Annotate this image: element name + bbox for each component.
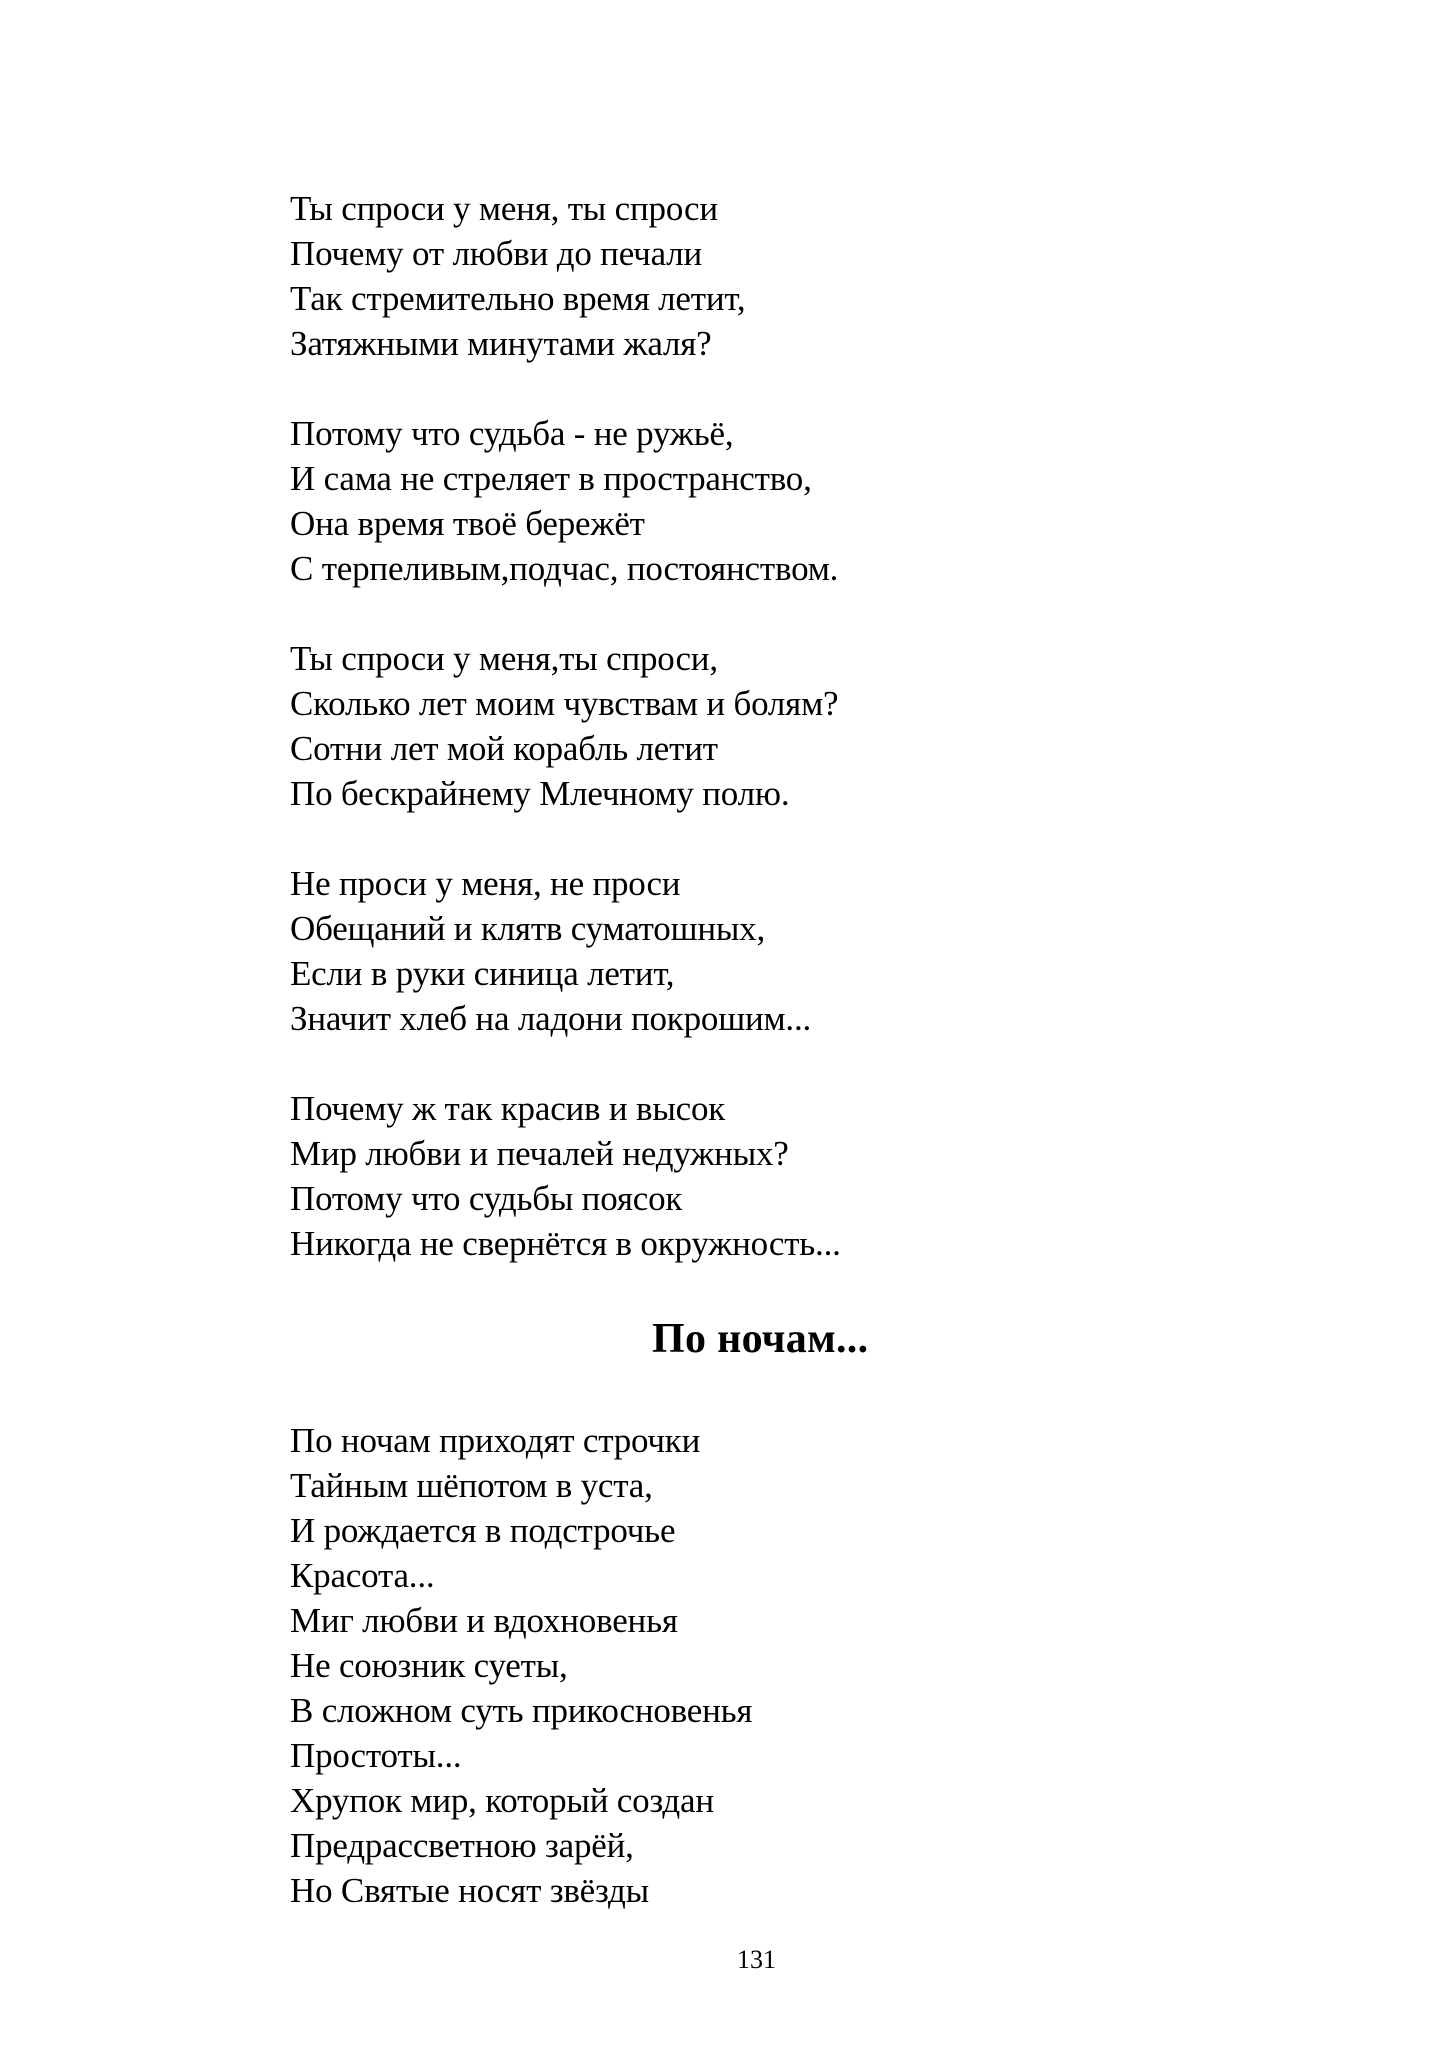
stanza-1 (290, 186, 1190, 366)
stanza-5 (290, 1086, 1190, 1266)
poem-line: Не союзник суеты, (290, 1646, 568, 1685)
poem-line: По бескрайнему Млечному полю. (290, 774, 790, 813)
poem-line: Обещаний и клятв суматошных, (290, 909, 766, 948)
poem-line: Почему от любви до печали (290, 234, 703, 273)
poem-line: Предрассветною зарёй, (290, 1826, 634, 1865)
poem-line: Но Святые носят звёзды (290, 1871, 649, 1910)
poem-line: Потому что судьбы поясок (290, 1179, 683, 1218)
poem-line: Никогда не свернётся в окружность... (290, 1224, 841, 1263)
poem-line: По ночам приходят строчки (290, 1421, 701, 1460)
poem-line: Сотни лет мой корабль летит (290, 729, 718, 768)
poem-line: Ты спроси у меня, ты спроси (290, 189, 718, 228)
poem-line: Почему ж так красив и высок (290, 1089, 726, 1128)
poem-ty-sprosi (290, 186, 1190, 1311)
poem-line: Ты спроси у меня,ты спроси, (290, 639, 718, 678)
poem-line: И рождается в подстрочье (290, 1511, 676, 1550)
poem-line: Не проси у меня, не проси (290, 864, 681, 903)
poem-po-nocham (290, 1418, 1190, 1913)
poem-line: Миг любви и вдохновенья (290, 1601, 678, 1640)
poem-line: И сама не стреляет в пространство, (290, 459, 812, 498)
stanza-3 (290, 636, 1190, 816)
poem-line: С терпеливым,подчас, постоянством. (290, 549, 839, 588)
poem-title: По ночам... (652, 1316, 869, 1362)
stanza-2 (290, 411, 1190, 591)
poem-line: Так стремительно время летит, (290, 279, 746, 318)
poem-line: Простоты... (290, 1736, 462, 1775)
poem-line: Мир любви и печалей недужных? (290, 1134, 789, 1173)
poem-line: Значит хлеб на ладони покрошим... (290, 999, 812, 1038)
poem-line: Если в руки синица летит, (290, 954, 675, 993)
poem-line: Красота... (290, 1556, 435, 1595)
poem-line: Сколько лет моим чувствам и болям? (290, 684, 839, 723)
poem-line: В сложном суть прикосновенья (290, 1691, 753, 1730)
poem-line: Тайным шёпотом в уста, (290, 1466, 653, 1505)
poem-line: Затяжными минутами жаля? (290, 324, 712, 363)
poem-line: Потому что судьба - не ружьё, (290, 414, 734, 453)
poem-line: Хрупок мир, который создан (290, 1781, 714, 1820)
poem-line: Она время твоё бережёт (290, 504, 645, 543)
stanza-4 (290, 861, 1190, 1041)
page-number: 131 (737, 1945, 776, 1974)
